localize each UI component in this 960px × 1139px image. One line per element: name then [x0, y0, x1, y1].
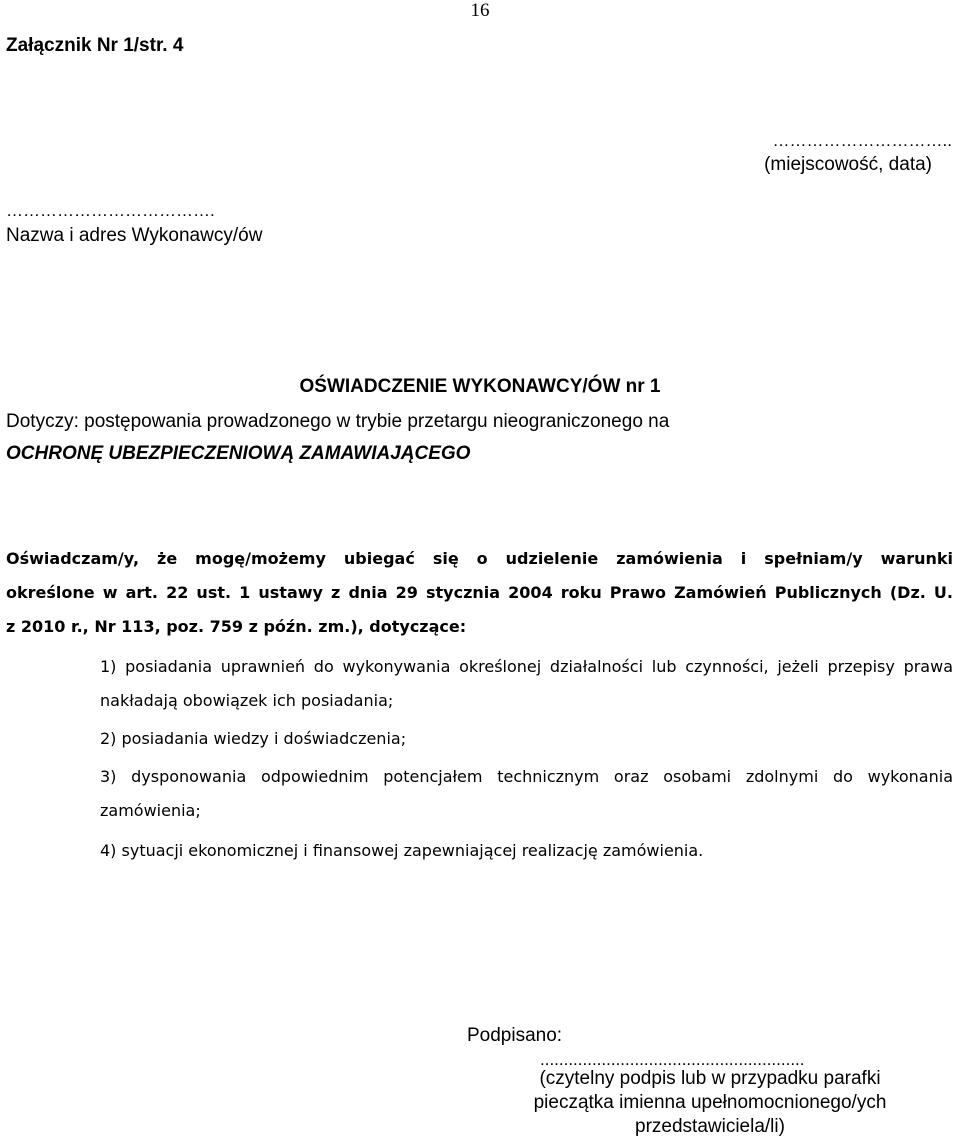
condition-item-3 [100, 760, 953, 828]
signature-dots: ........................................................ [540, 1050, 805, 1069]
declaration-subject: OCHRONĘ UBEZPIECZENIOWĄ ZAMAWIAJĄCEGO [6, 443, 471, 464]
condition-line: zamówienia; [100, 801, 201, 820]
statement-line: Oświadczam/y, że mogę/możemy ubiegać się o udzielenie zamówienia i spełniam/y warunki [6, 549, 953, 568]
condition-line: nakładają obowiązek ich posiadania; [100, 691, 394, 710]
condition-item-4 [100, 834, 953, 868]
place-date-dots: ………………………….. [772, 131, 952, 150]
condition-line: 1) posiadania uprawnień do wykonywania określonej działalności lub czynności, jeżeli przepisy prawa [100, 657, 953, 676]
signature-note [520, 1067, 900, 1139]
signature-label: Podpisano: [467, 1025, 563, 1046]
condition-item-2 [100, 722, 953, 756]
signature-note-line: (czytelny podpis lub w przypadku parafki [539, 1068, 881, 1089]
attachment-label: Załącznik Nr 1/str. 4 [6, 35, 184, 56]
condition-item-1 [100, 650, 953, 718]
condition-line: 4) sytuacji ekonomicznej i finansowej zapewniającej realizację zamówienia. [100, 841, 704, 860]
declaration-title: OŚWIADCZENIE WYKONAWCY/ÓW nr 1 [299, 376, 661, 397]
contractor-dots: ………………………………. [6, 201, 215, 220]
place-date-label: (miejscowość, data) [764, 154, 932, 175]
page-number: 16 [470, 0, 490, 21]
contractor-label: Nazwa i adres Wykonawcy/ów [6, 225, 263, 246]
statement-line: określone w art. 22 ust. 1 ustawy z dnia 29 stycznia 2004 roku Prawo Zamówień Publicznych (Dz. U. [6, 583, 953, 602]
declaration-concerns: Dotyczy: postępowania prowadzonego w trybie przetargu nieograniczonego na [6, 411, 670, 432]
declaration-statement [6, 542, 953, 644]
signature-note-line: przedstawiciela/li) [635, 1116, 785, 1137]
signature-note-line: pieczątka imienna upełnomocnionego/ych [533, 1092, 887, 1113]
condition-line: 3) dysponowania odpowiednim potencjałem technicznym oraz osobami zdolnymi do wykonania [100, 767, 953, 786]
condition-line: 2) posiadania wiedzy i doświadczenia; [100, 729, 407, 748]
statement-line: z 2010 r., Nr 113, poz. 759 z późn. zm.), dotyczące: [6, 617, 467, 636]
